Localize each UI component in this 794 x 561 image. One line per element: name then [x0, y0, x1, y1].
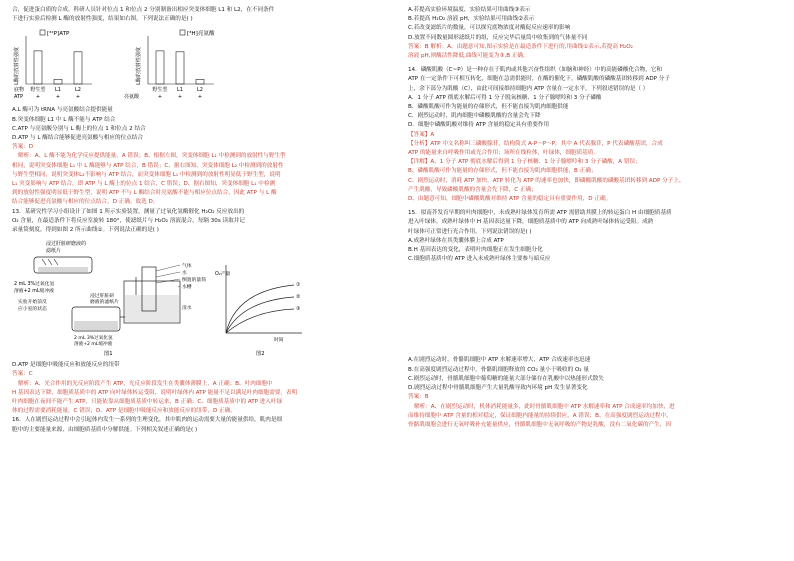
- q13-stem-line: O₂ 含量，在最适条件下将反应室旋转 180°，使滤纸片与 H₂O₂ 溶液混合，每隔 30s 读取并记: [12, 217, 245, 224]
- curve-3: [226, 309, 294, 333]
- category-label: L1: [55, 87, 61, 94]
- sign-label: +: [177, 94, 183, 101]
- h2o2-label-b: 2 mL 3%过氧化氢: [74, 336, 113, 342]
- q16-stem-line: 16．人在剧烈运动过程中会引起体内发生一系列的生理变化，其中肌肉的运动需要大量的能量供给，肌肉是细: [12, 417, 283, 424]
- q14-explain-line: B、磷酸肌酸可作为能量的存储形式，但不能直接为肌肉细胞供能，B 正确；: [408, 168, 597, 175]
- left-column: [12, 6, 394, 558]
- sign-label: +: [75, 94, 81, 101]
- fig1-caption: 图1: [104, 351, 113, 358]
- curve-3-label: ③: [296, 306, 301, 313]
- q13-option-d: D.放置不同数量圆形滤纸片的组，反应完毕后量筒中收集到的气体量不同: [408, 34, 588, 41]
- sign-label: +: [157, 94, 163, 101]
- q13-option-b: B.若提高 H₂O₂ 溶液 pH，实验结果可用曲线②表示: [408, 16, 535, 23]
- q16-stem-line: 胞中的主要能量来源，由细胞质基质中分解供能。下列相关叙述正确的是( ): [12, 426, 198, 433]
- q14-explain-line: 【分析】ATP 中文名称叫三磷酸腺苷，结构简式 A-P～P～P，其中 A 代表腺苷，P 代表磷酸基团，合成: [408, 140, 663, 147]
- caption-state-label: 实验开始前反: [18, 300, 47, 306]
- q13-answer-left: 答案：C: [12, 371, 33, 378]
- q14-option-b: B．磷酸肌酸可作为能量的存储形式，但不能直接为肌肉细胞供能: [408, 104, 569, 111]
- water-label: 水: [182, 271, 187, 277]
- q15-option-b: B.H 基因表达的变化，表明叶肉细胞正在发生细胞分化: [408, 247, 543, 254]
- q12-option-c: C.ATP 与亮氨酸分别与 L 酶上的位点 1 和位点 2 结合: [12, 125, 146, 132]
- q13-explain-line: 解析：A、光合作用的光反应阶段产生 ATP，光反应阶段发生在类囊体薄膜上，A 正确；B、叶肉细胞中: [18, 380, 273, 387]
- q16-explain-line: 解析：A、在剧烈运动时，机体消耗能量多，此时骨骼肌细胞中 ATP 水解速率和 ATP 合成速率均加快，进: [414, 403, 675, 410]
- q15-option-a: A.成熟叶绿体在其类囊体膜上合成 ATP: [408, 237, 504, 244]
- curve-2-label: ②: [296, 294, 301, 301]
- gas-label: 气体: [182, 264, 192, 270]
- leader-line: [156, 265, 180, 271]
- fig2-caption: 图2: [256, 351, 265, 358]
- q12-intro-line: 下进行实验后检测 L 酶的放射性强度，结果如右图。下列说法正确的是( ): [12, 16, 193, 23]
- bar: [54, 80, 62, 85]
- sign-label: +: [35, 94, 41, 101]
- q14-option-a: A．1 分子 ATP 彻底水解后可得 1 分子脱氧核糖、1 分子腺嘌呤和 3 分子磷酸: [408, 94, 602, 101]
- graph-x-label: 时间: [274, 338, 284, 344]
- q12-explain-line: 与野生型相同，说明突变体L₂不影响与 ATP 结合，而突变体细胞 L₁ 中检测到的放射性明显低于野生型，说明: [12, 171, 281, 178]
- q14-stem-line: 上，余下部分为肌酸（C），由此可间接维持细胞内 ATP 含量在一定水平。下列叙述错误的是（ ）: [408, 85, 649, 92]
- legend-swatch: [180, 30, 185, 35]
- caption-state-label-2: 应小室的状态: [18, 307, 47, 313]
- q13-answer-cont: 溶液 pH,则酶活性降低,曲线可能变为③,B 正确。: [408, 53, 529, 60]
- filter-paper-label-2: 滤纸片: [46, 248, 62, 255]
- q13-tail-option: D.ATP 是细胞中吸能反应和放能反应的纽带: [12, 362, 120, 369]
- q15-stem-line: 进入叶绿体，成熟叶绿体中 H 基因表达量下降，细胞质基质中的 ATP 向成熟叶绿体转运受阻。成熟: [408, 219, 654, 226]
- q13-option-c: C.若改变滤纸片的数量，可以探究底物浓度对酶促反应速率的影响: [408, 25, 571, 32]
- q13-option-a: A.若提高实验环境温度，实验结果可用曲线③表示: [408, 7, 531, 13]
- clear-water-label: 清水: [182, 306, 192, 312]
- category-label: 野生型: [152, 87, 168, 94]
- q12-explain-line: 结合能够促进亮氨酸与相应的位点结合，D 正确。故选 D。: [12, 199, 159, 206]
- cylinder-label: 倒置的量筒: [182, 278, 206, 284]
- q14-explain-line: D、由题意可知，细胞中磷酸肌酸对维持 ATP 含量的稳定具有重要作用，D 正确。: [408, 196, 612, 203]
- q16-option-a: A.在剧烈运动时，骨骼肌细胞中 ATP 水解速率增大，ATP 合成速率也迅速: [408, 357, 591, 364]
- q13-explain-line: H 基因表达下降，细胞质基质中的 ATP 向叶绿体转运受阻，说明叶绿体内 ATP 能量不足以满足叶肉细胞需要，表明: [12, 389, 298, 396]
- bar: [176, 52, 184, 84]
- filter-paper: [42, 259, 46, 265]
- row-label-sample: 底物: [14, 87, 25, 94]
- leader-line: [156, 272, 180, 277]
- q15-option-c: C.细胞质基质中的 ATP 进入未成熟叶绿体主要参与暗反应: [408, 256, 551, 263]
- sign-label: +: [197, 94, 203, 101]
- tank-label: 水槽: [182, 285, 192, 291]
- q13-apparatus-diagram: [12, 237, 312, 359]
- q13-stem-line: 13．某研究性学习小组设计了如图 1 所示实验装置，测量了过氧化氢酶催化 H₂O₂ 反应放出的: [12, 208, 245, 215]
- bar: [74, 52, 82, 84]
- liquid-top: [38, 267, 88, 272]
- q14-stem-line: ATP 在一定条件下可相互转化，细胞在急需供能时，在酶的催化下，磷酸肌酸的磷酸基团转移到 ADP 分子: [408, 76, 670, 83]
- filter-paper: [54, 259, 58, 265]
- h2o2-label: 2 mL 3%过氧化氢: [14, 282, 55, 288]
- q14-option-d: D．细胞中磷酸肌酸对维持 ATP 含量的稳定具有重要作用: [408, 122, 550, 129]
- q13-figure: [12, 237, 394, 359]
- category-label: L2: [75, 87, 81, 94]
- bar: [34, 51, 42, 84]
- legend-swatch: [40, 30, 45, 35]
- liquid-bottom: [74, 321, 118, 330]
- row-label-atp: ATP: [14, 94, 24, 101]
- q12-intro-line: 合，促进蛋白质的合成。科研人员针对位点 1 和位点 2 分别制备出相应突变体细胞 L1 和 L2，在不同条件: [12, 7, 275, 13]
- curve-1-label: ①: [296, 282, 301, 289]
- q16-answer: 答案：B: [408, 394, 429, 401]
- h2o2-label-2: 溶液+2 mL缓冲液: [14, 289, 54, 295]
- q16-option-c: C.剧烈运动时，骨骼肌细胞中葡萄糖的能量大部分储存在乳酸中以热能形式散失: [408, 375, 604, 382]
- q12-bar-charts: [12, 26, 272, 104]
- q14-explain-line: ATP 的能量来自呼吸作用或光合作用；场所在线粒体，叶绿体，细胞质基质。: [408, 150, 599, 157]
- category-label: L1: [177, 87, 183, 94]
- chart-atp: [13, 30, 92, 100]
- q12-answer: 答案：D: [12, 144, 34, 151]
- filter-paper: [48, 259, 52, 265]
- q12-figure: [12, 26, 394, 104]
- row-label-leucine: 亮氨酸: [124, 94, 140, 101]
- q15-stem-line: 叶绿体可正常进行光合作用。下列说法错误的是( ): [408, 228, 532, 235]
- q13-stem-line: 录量筒刻度，得到如图 2 所示曲线①。下列说法正确的是( ): [12, 227, 159, 234]
- q16-explain-line: 骨骼肌细胞会进行无氧呼吸补充能量供应，骨骼肌细胞中无氧呼吸的产物是乳酸，没有二氧化碳的产生，因: [408, 421, 671, 428]
- legend-label: [³²P]ATP: [47, 31, 70, 38]
- q14-option-c: C．剧烈运动时，肌肉细胞中磷酸肌酸的含量会先下降: [408, 113, 541, 120]
- filter-paper-label-b: 浸过肝脏研: [90, 294, 114, 300]
- bar: [156, 51, 164, 84]
- q14-stem-line: 14．磷酸肌酸（C~P）是一种存在于肌肉或其他兴奋性组织（如脑和神经）中的高能磷酸化合物，它和: [408, 67, 663, 74]
- q12-option-b: B.突变体细胞 L1 中 L 酶不能与 ATP 结合: [12, 116, 116, 123]
- y-axis-label: L酶的放射性强度: [14, 47, 20, 86]
- q14-explain-line: 产生肌酸，导致磷酸肌酸的含量会先下降，C 正确；: [408, 186, 537, 193]
- sign-label: +: [55, 94, 61, 101]
- q16-explain-line: 而维持细胞中 ATP 含量的相对稳定，保证细胞内能量的持续供应，A 错误；B、在高强度剧烈运动过程中，: [408, 412, 672, 419]
- q12-explain-line: L₁ 突变影响与 ATP 结合，即 ATP 与 L 酶上的位点 1 结合，C 错误；D、据右图知，突变体细胞 L₁ 中检测: [12, 181, 276, 188]
- q13-answer: 答案：B 解析：A、由题意可知,图示实验是在最适条件下进行的,用曲线①表示,若提高 H₂O₂: [408, 43, 633, 50]
- q12-explain-line: 相同，说明突变体细胞 L₁ 中 L 酶能够与 ATP 结合，B 错误；C、据右图知，突变体细胞 L₂ 中检测到的放射性: [12, 162, 284, 169]
- q13-explain-line: 体的过程需要消耗能量，C 错误；D、ATP 是细胞中吸能反应和放能反应的纽带，D 正确。: [12, 408, 236, 415]
- water: [125, 295, 179, 322]
- y-axis-label: L酶的放射性强度: [136, 47, 142, 86]
- q12-option-a: A.L 酶可为 tRNA 与亮氨酸结合提供能量: [12, 107, 113, 114]
- blank-area: [408, 264, 790, 356]
- chart-leucine: [124, 29, 215, 100]
- graph-y-label: O₂产量: [215, 272, 231, 278]
- filter-paper-label-b2: 磨液的滤纸片: [90, 300, 119, 306]
- q14-answer: 【答案】A: [408, 131, 435, 138]
- q12-explain-line: 解析：A、L 酶不能为化学反应提供能量，A 错误；B、根据左图，突变体细胞 L₁ 中检测到的放射性与野生型: [18, 153, 286, 160]
- bar: [196, 80, 204, 85]
- q14-explain-line: C、剧烈运动时，消耗 ATP 加快，ATP 转化为 ATP 的速率也加快，即磷酸肌酸的磷酸基团转移到 ADP 分子上，: [408, 177, 685, 184]
- filter-paper-label: 浸过肝脏研磨液的: [46, 241, 87, 248]
- category-label: L2: [197, 87, 203, 94]
- h2o2-label-b2: 溶液+2 mL缓冲液: [74, 342, 113, 348]
- q12-option-d: D.ATP 与 L 酶结合能够促进亮氨酸与相应的位点结合: [12, 135, 143, 142]
- q16-option-d: D.剧烈运动过程中骨骼肌细胞产生大量乳酸导致内环境 pH 发生显著变化: [408, 385, 588, 392]
- legend-label: [³H]亮氨酸: [187, 31, 215, 38]
- q15-stem-line: 15．拟南芥发育早期的叶肉细胞中，未成熟叶绿体发育所需 ATP 需借助其膜上的转运蛋白 H 由细胞质基质: [408, 210, 672, 217]
- q12-explain-line: 到的放射性强度明显低于野生型，说明 ATP 不与 L 酶结合时亮氨酸不能与相应位点结合，因此 ATP 与 L 酶: [12, 190, 277, 197]
- category-label: 野生型: [30, 87, 46, 94]
- q14-explain-line: 【详解】A、1 分子 ATP 彻底水解后得到 1 分子核糖、1 分子腺嘌呤和 3 分子磷酸，A 错误；: [408, 159, 641, 166]
- q13-explain-line: 叶肉细胞在夜间不能产生 ATP，只能依靠从细胞质基质中转运来，B 正确；C、细胞质基质中的 ATP 进入叶绿: [12, 399, 283, 406]
- right-column: [408, 6, 790, 558]
- q16-option-b: B.在高强度剧烈运动过程中，骨骼肌细胞释放的 CO₂ 量小于吸收的 O₂ 量: [408, 366, 589, 373]
